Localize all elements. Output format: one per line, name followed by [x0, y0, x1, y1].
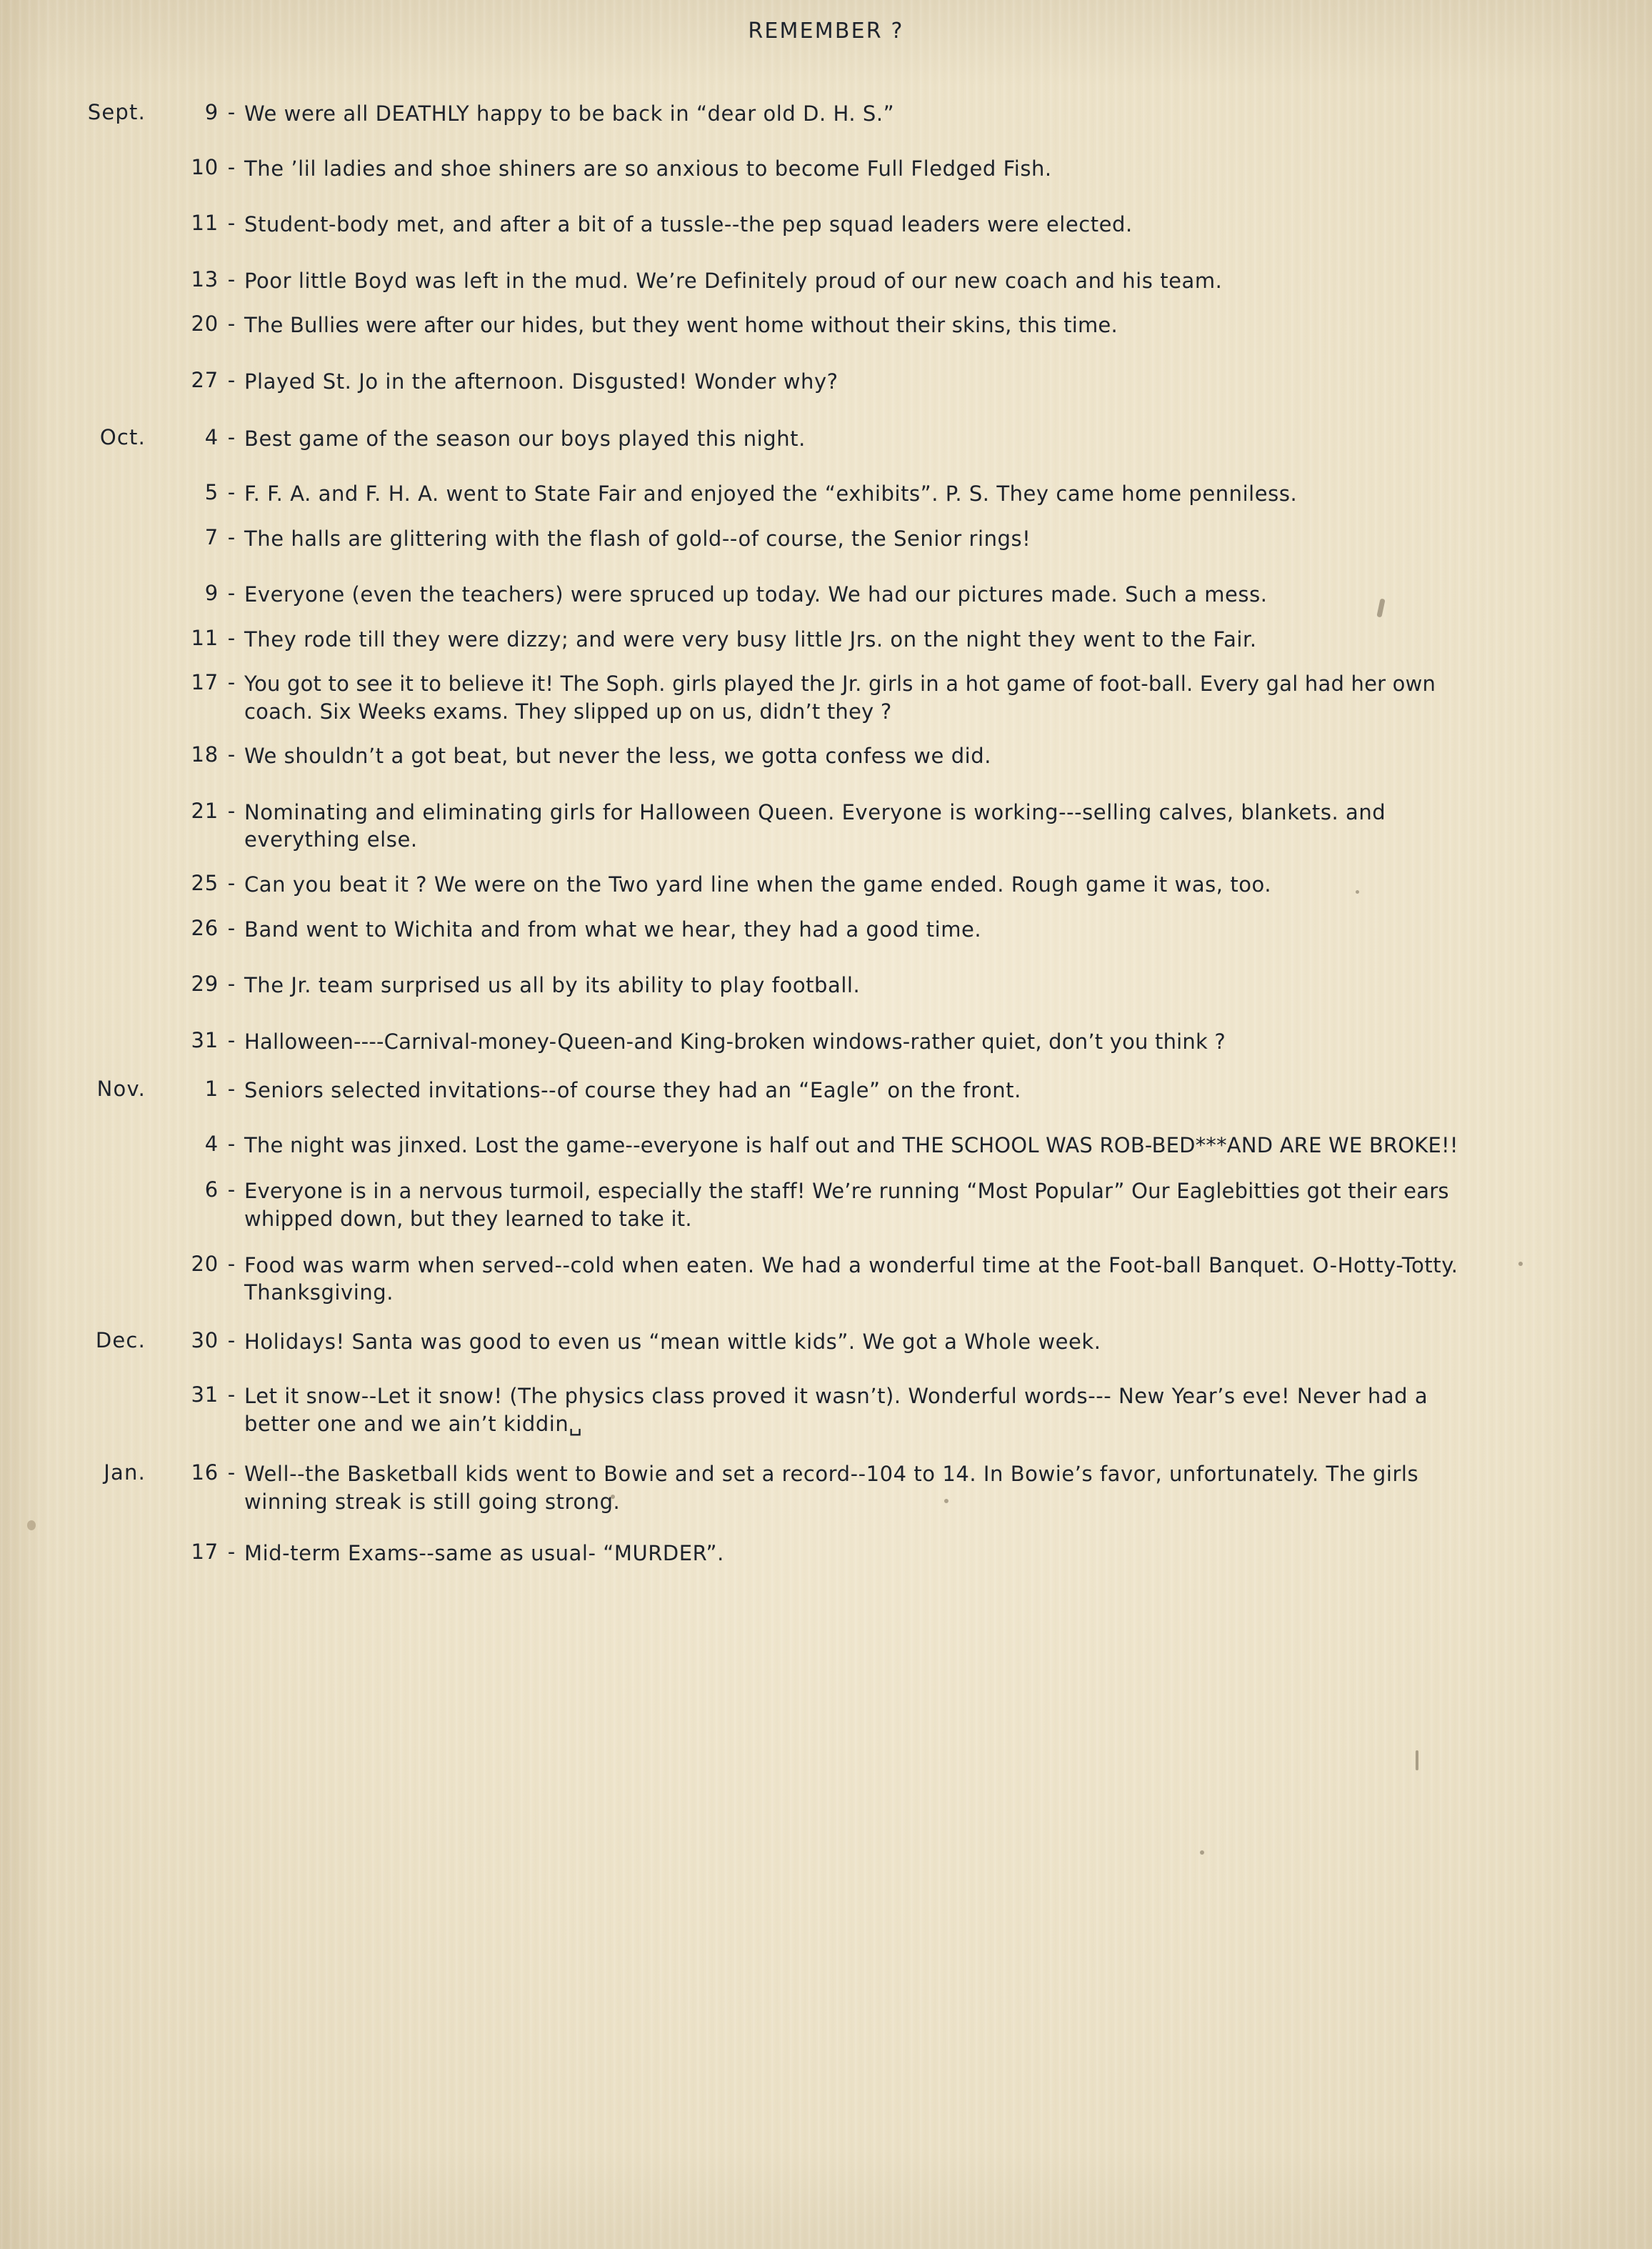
entry-text: Nominating and eliminating girls for Halloween Queen. Everyone is working---selling calves, blankets. and everything else.	[244, 799, 1386, 852]
diary-entry	[0, 211, 1652, 239]
entry-text: Best game of the season our boys played this night.	[244, 427, 806, 452]
entry-dash: -	[227, 581, 236, 606]
paper-speck	[1200, 1850, 1204, 1855]
entry-text: Student-body met, and after a bit of a tussle--the pep squad leaders were elected.	[244, 212, 1133, 237]
entry-day: 27	[191, 367, 219, 392]
diary-entry	[0, 525, 1652, 553]
diary-entry	[0, 1382, 1652, 1437]
diary-entry-list	[0, 100, 1652, 1567]
entry-dash: -	[227, 915, 236, 940]
diary-entry	[0, 1540, 1652, 1567]
entry-text: The ’lil ladies and shoe shiners are so anxious to become Full Fledged Fish.	[244, 156, 1052, 181]
entry-dash: -	[227, 1327, 236, 1352]
diary-entry	[0, 368, 1652, 396]
entry-text: F. F. A. and F. H. A. went to State Fair and enjoyed the “exhibits”. P. S. They came home penniless.	[244, 481, 1298, 506]
diary-entry	[0, 1460, 1652, 1515]
entry-text: The Jr. team surprised us all by its ability to play football.	[244, 973, 861, 998]
entry-day: 20	[191, 1251, 219, 1276]
diary-entry	[0, 626, 1652, 654]
diary-entry	[0, 1252, 1652, 1307]
entry-dash: -	[227, 798, 236, 823]
entry-day: 4	[204, 425, 219, 450]
entry-dash: -	[227, 154, 236, 179]
entry-text: Played St. Jo in the afternoon. Disgusted! Wonder why?	[244, 369, 838, 394]
entry-text: Let it snow--Let it snow! (The physics class proved it wasn’t). Wonderful words--- New Year’s eve! Never had a better one and we ain’t kiddin␣	[244, 1384, 1428, 1436]
diary-entry	[0, 1177, 1652, 1232]
diary-entry	[0, 1028, 1652, 1056]
entry-text: We shouldn’t a got beat, but never the less, we gotta confess we did.	[244, 744, 991, 769]
entry-dash: -	[227, 1177, 236, 1202]
entry-dash: -	[227, 1382, 236, 1407]
entry-day: 31	[191, 1027, 219, 1052]
entry-day: 26	[191, 915, 219, 940]
entry-dash: -	[227, 1540, 236, 1565]
entry-day: 6	[204, 1177, 219, 1202]
entry-dash: -	[227, 211, 236, 236]
entry-text: Seniors selected invitations--of course they had an “Eagle” on the front.	[244, 1078, 1021, 1103]
entry-dash: -	[227, 1460, 236, 1485]
entry-day: 11	[191, 211, 219, 236]
entry-dash: -	[227, 1077, 236, 1102]
entry-text: Food was warm when served--cold when eaten. We had a wonderful time at the Foot-ball Banquet. O-Hotty-Totty. Thanksgiving.	[244, 1252, 1458, 1305]
entry-day: 10	[191, 154, 219, 179]
entry-day: 29	[191, 972, 219, 997]
entry-day: 31	[191, 1382, 219, 1407]
entry-day: 21	[191, 798, 219, 823]
entry-text: Mid-term Exams--same as usual- “MURDER”.	[244, 1541, 724, 1566]
entry-day: 16	[191, 1460, 219, 1485]
entry-dash: -	[227, 1251, 236, 1276]
diary-entry	[0, 155, 1652, 183]
entry-text: Everyone (even the teachers) were spruced up today. We had our pictures made. Such a mess.	[244, 582, 1268, 607]
entry-day: 11	[191, 625, 219, 650]
entry-day: 17	[191, 670, 219, 695]
diary-entry	[0, 670, 1652, 725]
entry-dash: -	[227, 670, 236, 695]
entry-dash: -	[227, 972, 236, 997]
entry-day: 7	[204, 524, 219, 549]
entry-month: Nov.	[96, 1077, 146, 1102]
entry-month: Oct.	[99, 425, 146, 450]
diary-entry	[0, 972, 1652, 999]
entry-text: They rode till they were dizzy; and were very busy little Jrs. on the night they went to the Fair.	[244, 627, 1257, 652]
entry-text: Well--the Basketball kids went to Bowie and set a record--104 to 14. In Bowie’s favor, unfortunately. The girls winning streak is still going strong.	[244, 1462, 1419, 1514]
entry-text: Everyone is in a nervous turmoil, especially the staff! We’re running “Most Popular” Our Eaglebitties got their ears whipped down, but they learned to take it.	[244, 1179, 1449, 1231]
entry-dash: -	[227, 311, 236, 336]
paper-speck	[1416, 1750, 1418, 1770]
entry-day: 5	[204, 479, 219, 504]
diary-entry	[0, 742, 1652, 770]
entry-text: You got to see it to believe it! The Soph. girls played the Jr. girls in a hot game of foot-ball. Every gal had her own coach. Six Weeks exams. They slipped up on us, didn’t they ?	[244, 672, 1436, 724]
diary-entry	[0, 1077, 1652, 1104]
diary-entry	[0, 480, 1652, 508]
entry-text: The halls are glittering with the flash of gold--of course, the Senior rings!	[244, 526, 1031, 551]
entry-dash: -	[227, 1131, 236, 1156]
entry-day: 17	[191, 1540, 219, 1565]
entry-day: 4	[204, 1131, 219, 1156]
diary-entry	[0, 1328, 1652, 1356]
entry-day: 20	[191, 311, 219, 336]
diary-entry	[0, 267, 1652, 295]
entry-month: Dec.	[95, 1327, 146, 1352]
entry-dash: -	[227, 742, 236, 767]
entry-day: 30	[191, 1327, 219, 1352]
entry-dash: -	[227, 479, 236, 504]
entry-day: 9	[204, 100, 219, 124]
entry-text: Band went to Wichita and from what we hear, they had a good time.	[244, 917, 982, 942]
entry-text: The Bullies were after our hides, but they went home without their skins, this time.	[244, 313, 1118, 338]
diary-entry	[0, 100, 1652, 128]
entry-dash: -	[227, 871, 236, 895]
diary-entry	[0, 871, 1652, 899]
entry-month: Jan.	[104, 1460, 146, 1485]
entry-text: Holidays! Santa was good to even us “mean wittle kids”. We got a Whole week.	[244, 1329, 1101, 1354]
entry-day: 18	[191, 742, 219, 767]
entry-month: Sept.	[87, 100, 146, 124]
entry-text: Poor little Boyd was left in the mud. We’re Definitely proud of our new coach and his team.	[244, 268, 1223, 293]
diary-entry	[0, 311, 1652, 339]
entry-text: The night was jinxed. Lost the game--everyone is half out and THE SCHOOL WAS ROB-BED***AND ARE WE BROKE!!	[244, 1132, 1458, 1157]
entry-day: 13	[191, 266, 219, 291]
diary-entry	[0, 581, 1652, 609]
entry-dash: -	[227, 425, 236, 450]
entry-dash: -	[227, 100, 236, 124]
diary-entry	[0, 425, 1652, 453]
diary-entry	[0, 916, 1652, 944]
entry-dash: -	[227, 266, 236, 291]
entry-dash: -	[227, 367, 236, 392]
entry-dash: -	[227, 524, 236, 549]
diary-entry	[0, 1132, 1652, 1160]
entry-dash: -	[227, 1027, 236, 1052]
entry-day: 25	[191, 871, 219, 895]
entry-day: 1	[204, 1077, 219, 1102]
entry-text: We were all DEATHLY happy to be back in “dear old D. H. S.”	[244, 101, 895, 126]
diary-entry	[0, 799, 1652, 854]
page-title: REMEMBER ?	[748, 19, 904, 44]
entry-text: Halloween----Carnival-money-Queen-and King-broken windows-rather quiet, don’t you think ?	[244, 1029, 1226, 1054]
entry-day: 9	[204, 581, 219, 606]
entry-dash: -	[227, 625, 236, 650]
entry-text: Can you beat it ? We were on the Two yard line when the game ended. Rough game it was, too.	[244, 872, 1272, 897]
